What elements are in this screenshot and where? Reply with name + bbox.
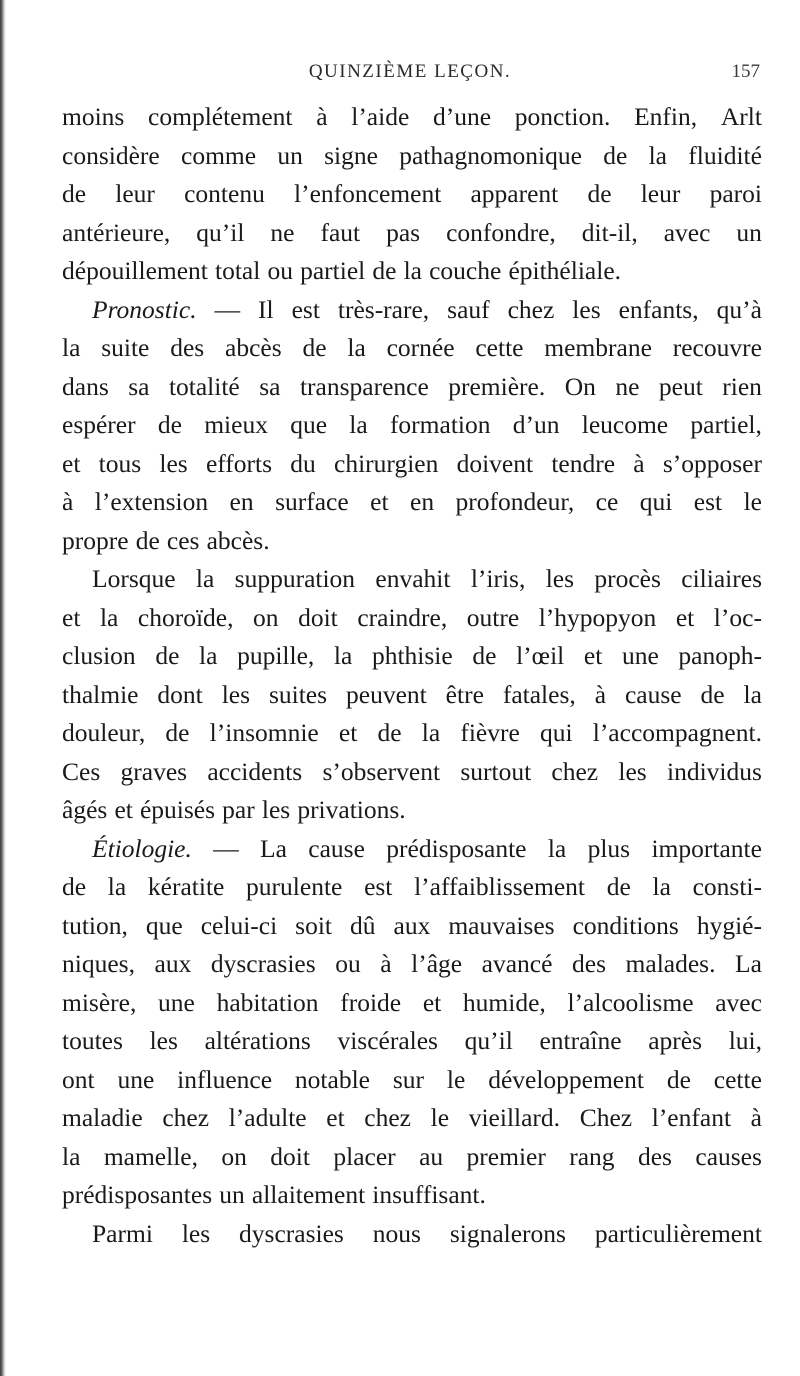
text-line: de leur contenu l’enfoncement apparent de leur paroi — [62, 179, 762, 208]
text-line: thalmie dont les suites peuvent être fatales, à cause de la — [62, 679, 762, 709]
page-binding-edge — [0, 0, 6, 1376]
text-line: dépouillement total ou partiel de la couche épithéliale. — [62, 256, 622, 285]
text-line: de la kératite purulente est l’affaiblissement de la consti- — [62, 872, 762, 901]
text-line: Ces graves accidents s’observent surtout chez les individus — [62, 756, 762, 786]
text-line: antérieure, qu’il ne faut pas confondre, dit-il, avec un — [62, 217, 762, 247]
page-header — [60, 61, 760, 89]
text-line: considère comme un signe pathagnomonique de la fluidité — [62, 140, 762, 170]
text-line: toutes les altérations viscérales qu’il entraîne après lui, — [62, 1026, 762, 1055]
text-line: prédisposantes un allaitement insuffisant. — [62, 1180, 486, 1209]
text-line: Pronostic. — Il est très-rare, sauf chez les enfants, qu’à — [92, 294, 762, 324]
text-line: la mamelle, on doit placer au premier rang des causes — [62, 1141, 762, 1171]
text-line: propre de ces abcès. — [62, 525, 270, 555]
text-line: et tous les efforts du chirurgien doivent tendre à s’opposer — [62, 448, 762, 478]
text-line: moins complétement à l’aide d’une ponction. Enfin, Arlt — [62, 102, 762, 131]
text-line: Lorsque la suppuration envahit l’iris, les procès ciliaires — [92, 564, 762, 593]
running-head: QUINZIÈME LEÇON. — [308, 61, 512, 82]
text-line: la suite des abcès de la cornée cette membrane recouvre — [62, 333, 762, 362]
text-line: niques, aux dyscrasies ou à l’âge avancé des malades. La — [62, 949, 762, 978]
text-line: tution, que celui-ci soit dû aux mauvaises conditions hygié- — [62, 910, 762, 940]
text-line: clusion de la pupille, la phthisie de l’œil et une panoph- — [62, 641, 762, 670]
text-line: dans sa totalité sa transparence première. On ne peut rien — [62, 371, 762, 401]
text-line: espérer de mieux que la formation d’un leucome partiel, — [62, 410, 762, 439]
text-line: Étiologie. — La cause prédisposante la plus importante — [92, 833, 762, 863]
text-line: et la choroïde, on doit craindre, outre l’hypopyon et l’oc- — [62, 602, 762, 632]
page-number: 157 — [731, 61, 760, 82]
text-line: douleur, de l’insomnie et de la fièvre qui l’accompagnent. — [62, 718, 762, 747]
body-text — [62, 98, 762, 1253]
text-line: âgés et épuisés par les privations. — [62, 795, 406, 824]
text-line: ont une influence notable sur le développement de cette — [62, 1064, 762, 1094]
text-line: maladie chez l’adulte et chez le vieillard. Chez l’enfant à — [62, 1103, 762, 1132]
text-line: à l’extension en surface et en profondeur, ce qui est le — [62, 487, 762, 516]
text-line: Parmi les dyscrasies nous signalerons particulièrement — [92, 1218, 762, 1248]
text-line: misère, une habitation froide et humide, l’alcoolisme avec — [62, 987, 762, 1017]
